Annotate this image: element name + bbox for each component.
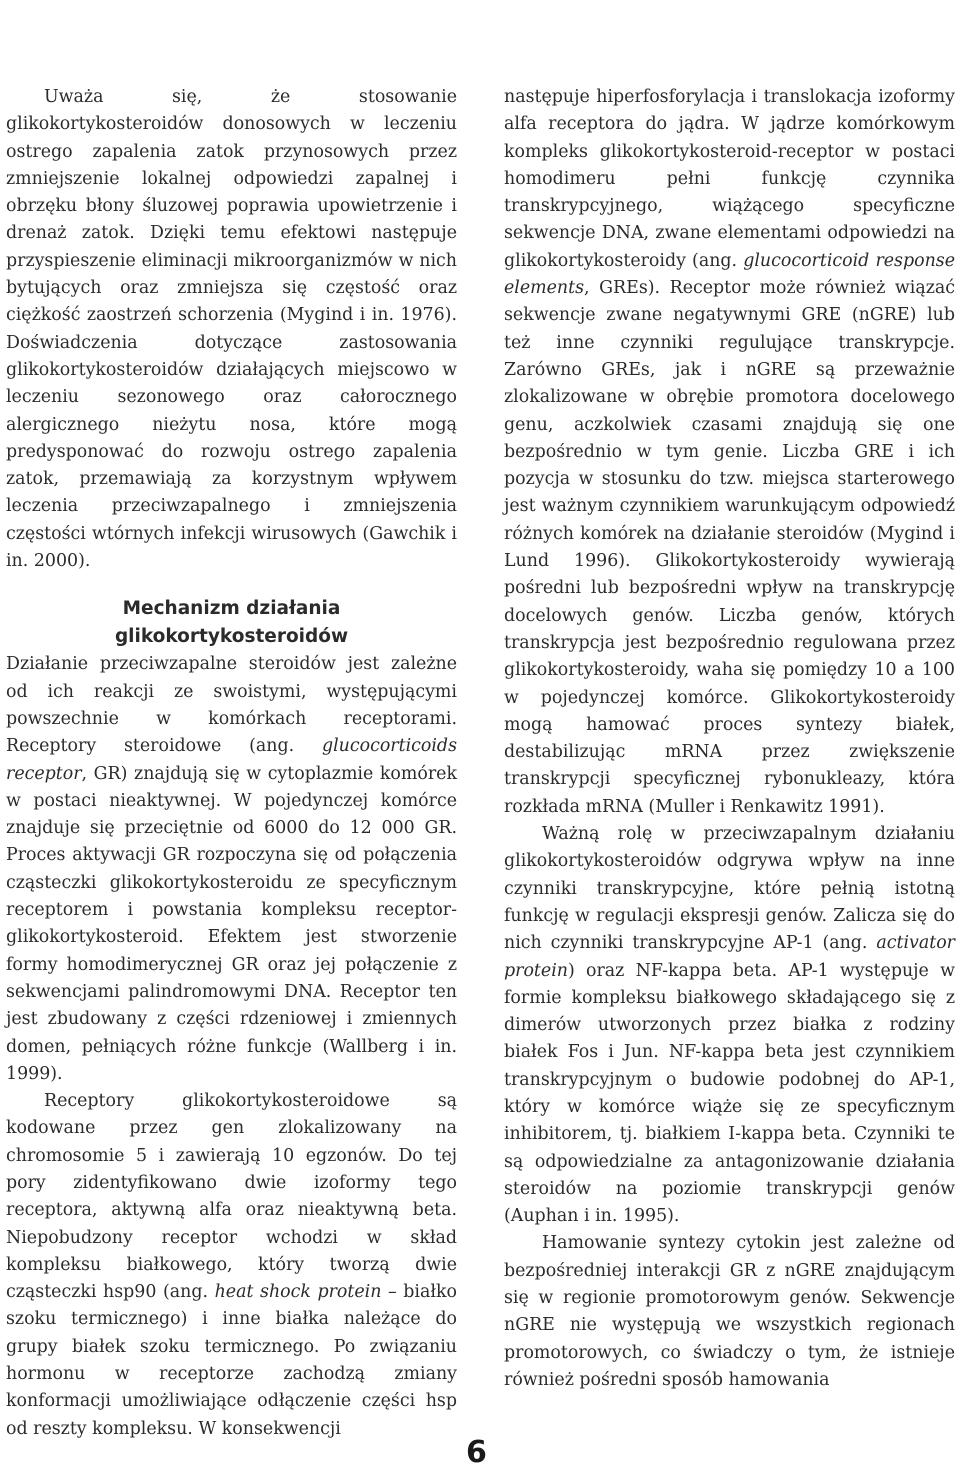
right-column [504,84,955,1394]
heading-line-2: glikokortykosteroidów [114,626,349,648]
section-heading [6,595,457,651]
heading-line-1: Mechanizm działania [122,598,341,620]
paragraph-intro: Uważa się, że stosowanie glikokortykosteroidów donosowych w leczeniu ostrego zapalenia zatok przynosowych przez zmniejszenie lokalnej odpowiedzi zapalnej i obrzęku błony śluzowej poprawia upowietrzenie i drenaż zatok. Dzięki temu efektowi następuje przyspieszenie eliminacji mikroorganizmów w nich bytujących oraz zmniejsza się częstość oraz ciężkość zaostrzeń schorzenia (Mygind i in. 1976). Doświadczenia dotyczące zastosowania glikokortykosteroidów działających miejscowo w leczeniu sezonowego oraz całorocznego alergicznego nieżytu nosa, które mogą predysponować do rozwoju ostrego zapalenia zatok, przemawiają za korzystnym wpływem leczenia przeciwzapalnego i zmniejszenia częstości wtórnych infekcji wirusowych (Gawchik i in. 2000). [6,87,457,572]
page-number: 6 [466,1435,487,1470]
paragraph-gene-coding: Receptory glikokortykosteroidowe są kodowane przez gen zlokalizowany na chromosomie 5 i zawierają 10 egzonów. Do tej pory zidentyfikowano dwie izoformy tego receptora, aktywną alfa oraz nieaktywną beta. Niepobudzony receptor wchodzi w skład kompleksu białkowego, który tworzą dwie cząsteczki hsp90 (ang. heat shock protein – białko szoku termicznego) i inne białka należące do grupy białek szoku termicznego. Po związaniu hormonu w receptorze zachodzą zmiany konformacji umożliwiające odłączenie części hsp od reszty kompleksu. W konsekwencji [6,1091,457,1439]
paragraph-receptors: Działanie przeciwzapalne steroidów jest zależne od ich reakcji ze swoistymi, występującymi powszechnie w komórkach receptorami. Receptory steroidowe (ang. glucocorticoids receptor, GR) znajdują się w cytoplazmie komórek w postaci nieaktywnej. W pojedynczej komórce znajduje się przeciętnie od 6000 do 12 000 GR. Proces aktywacji GR rozpoczyna się od połączenia cząsteczki glikokortykosteroidu ze specyficznym receptorem i powstania kompleksu receptor-glikokortykosteroid. Efektem jest stworzenie formy homodimerycznej GR oraz jej połączenie z sekwencjami palindromowymi DNA. Receptor ten jest zbudowany z części rdzeniowej i zmiennych domen, pełniących różne funkcje (Wallberg i in. 1999). [6,654,457,1084]
paragraph-transcription-factors: Ważną rolę w przeciwzapalnym działaniu glikokortykosteroidów odgrywa wpływ na inne czynniki transkrypcyjne, które pełnią istotną funkcję w regulacji ekspresji genów. Zalicza się do nich czynniki transkrypcyjne AP-1 (ang. activator protein) oraz NF-kappa beta. AP-1 występuje w formie kompleksu białkowego składającego się z dimerów utworzonych przez białka z rodziny białek Fos i Jun. NF-kappa beta jest czynnikiem transkrypcyjnym o budowie podobnej do AP-1, który w komórce wiąże się ze specyficznym inhibitorem, tj. białkiem I-kappa beta. Czynniki te są odpowiedzialne za antagonizowanie działania steroidów na poziomie transkrypcji genów (Auphan i in. 1995). [504,824,955,1227]
paragraph-translocation: następuje hiperfosforylacja i translokacja izoformy alfa receptora do jądra. W jądrze komórkowym kompleks glikokortykosteroid-receptor w postaci homodimeru pełni funkcję czynnika transkrypcyjnego, wiążącego specyficzne sekwencje DNA, zwane elementami odpowiedzi na glikokortykosteroidy (ang. glucocorticoid response elements, GREs). Receptor może również wiązać sekwencje zwane negatywnymi GRE (nGRE) lub też inne czynniki regulujące transkrypcje. Zarówno GREs, jak i nGRE są przeważnie zlokalizowane w obrębie promotora docelowego genu, aczkolwiek czasami znajdują się one bezpośrednio w tym genie. Liczba GRE i ich pozycja w stosunku do tzw. miejsca starterowego jest ważnym czynnikiem warunkującym odpowiedź różnych komórek na działanie steroidów (Mygind i Lund 1996). Glikokortykosteroidy wywierają pośredni lub bezpośredni wpływ na transkrypcję docelowych genów. Liczba genów, których transkrypcja jest bezpośrednio regulowana przez glikokortykosteroidy, waha się pomiędzy 10 a 100 w pojedynczej komórce. Glikokortykosteroidy mogą hamować proces syntezy białek, destabilizując mRNA przez zwiększenie transkrypcji specyficznej rybonukleazy, która rozkłada mRNA (Muller i Renkawitz 1991). [504,87,955,817]
left-column [6,84,457,1443]
paragraph-cytokines: Hamowanie syntezy cytokin jest zależne od bezpośredniej interakcji GR z nGRE znajdującym się w regionie promotorowym genów. Sekwencje nGRE nie występują we wszystkich regionach promotorowych, co świadczy o tym, że istnieje również pośredni sposób hamowania [504,1233,955,1390]
